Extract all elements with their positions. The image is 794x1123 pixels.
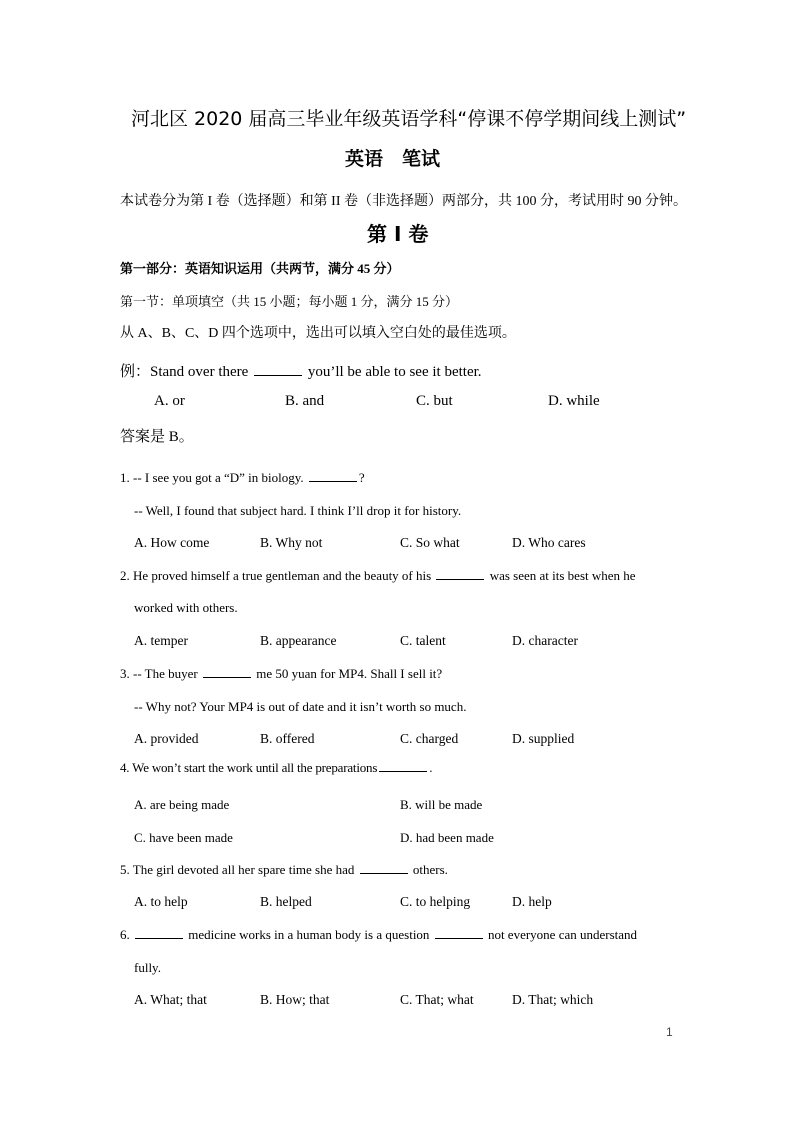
q4-option-b: B. will be made [400, 797, 483, 812]
q5-option-d: D. help [512, 894, 552, 909]
q4-option-c: C. have been made [134, 830, 233, 845]
question-6 [120, 927, 637, 943]
question-4-text: 4. We won’t start the work until all the preparations [120, 760, 378, 775]
q6-option-b: B. How; that [260, 992, 330, 1007]
question-4-end: . [429, 760, 433, 775]
q1-option-d: D. Who cares [512, 535, 586, 550]
question-5 [120, 862, 448, 878]
q6-option-a: A. What; that [134, 992, 207, 1007]
blank-line [203, 676, 251, 678]
part1-heading: 第一部分：英语知识运用（共两节，满分 45 分） [120, 261, 400, 276]
q3-option-a: A. provided [134, 731, 199, 746]
q2-option-c: C. talent [400, 633, 446, 648]
question-1-end: ? [358, 470, 365, 485]
blank-line [254, 374, 302, 376]
question-3-text: 3. -- The buyer [120, 666, 198, 681]
q3-option-c: C. charged [400, 731, 459, 746]
question-2-text: 2. He proved himself a true gentleman and the beauty of his [120, 568, 432, 583]
q1-option-a: A. How come [134, 535, 210, 550]
q5-option-b: B. helped [260, 894, 312, 909]
page-number: 1 [666, 1025, 673, 1039]
q6-option-d: D. That; which [512, 992, 594, 1007]
q5-option-c: C. to helping [400, 894, 471, 909]
q4-option-a: A. are being made [134, 797, 230, 812]
example-stem-b: you’ll be able to see it better. [307, 364, 482, 380]
q2-option-a: A. temper [134, 633, 188, 648]
question-5-text: 5. The girl devoted all her spare time she had [120, 862, 355, 877]
q3-option-d: D. supplied [512, 731, 575, 746]
question-6-end: not everyone can understand [487, 927, 638, 942]
question-2 [120, 568, 636, 584]
question-2-line2: worked with others. [134, 600, 238, 615]
blank-line [436, 578, 484, 580]
q5-option-a: A. to help [134, 894, 188, 909]
example-option-b: B. and [285, 393, 325, 409]
question-1-line2: -- Well, I found that subject hard. I think I’ll drop it for history. [134, 503, 462, 518]
question-3-line2: -- Why not? Your MP4 is out of date and it isn’t worth so much. [134, 699, 467, 714]
example-prefix: 例： [120, 364, 151, 380]
question-6-number: 6. [120, 927, 130, 942]
volume-title: 第 I 卷 [367, 222, 429, 246]
question-1 [120, 470, 365, 486]
instruction: 从 A、B、C、D 四个选项中，选出可以填入空白处的最佳选项。 [120, 326, 516, 341]
exam-intro: 本试卷分为第 I 卷（选择题）和第 II 卷（非选择题）两部分，共 100 分，考试用时 90 分钟。 [120, 194, 687, 209]
blank-line [379, 770, 427, 772]
question-6-line2: fully. [134, 960, 161, 975]
blank-line [309, 480, 357, 482]
q4-option-d: D. had been made [400, 830, 494, 845]
q3-option-b: B. offered [260, 731, 315, 746]
blank-line [360, 872, 408, 874]
q2-option-b: B. appearance [260, 633, 337, 648]
q6-option-c: C. That; what [400, 992, 474, 1007]
question-3 [120, 666, 442, 682]
question-3-end: me 50 yuan for MP4. Shall I sell it? [256, 666, 443, 681]
q2-option-d: D. character [512, 633, 578, 648]
example-option-a: A. or [154, 393, 185, 409]
blank-line [135, 937, 183, 939]
question-4 [120, 760, 432, 776]
q1-option-b: B. Why not [260, 535, 323, 550]
question-5-end: others. [412, 862, 448, 877]
section-heading: 第一节：单项填空（共 15 小题；每小题 1 分，满分 15 分） [120, 294, 459, 309]
exam-title: 河北区 2020 届高三毕业年级英语学科“停课不停学期间线上测试” [131, 108, 687, 130]
question-6-text: medicine works in a human body is a question [188, 927, 430, 942]
example-answer: 答案是 B。 [120, 429, 194, 445]
example-option-d: D. while [548, 393, 600, 409]
example-stem [120, 360, 482, 381]
exam-subtitle: 英语 笔试 [345, 148, 441, 170]
blank-line [435, 937, 483, 939]
question-1-text: 1. -- I see you got a “D” in biology. [120, 470, 304, 485]
example-stem-a: Stand over there [150, 364, 249, 380]
example-option-c: C. but [416, 393, 453, 409]
question-2-end: was seen at its best when he [489, 568, 636, 583]
q1-option-c: C. So what [400, 535, 460, 550]
